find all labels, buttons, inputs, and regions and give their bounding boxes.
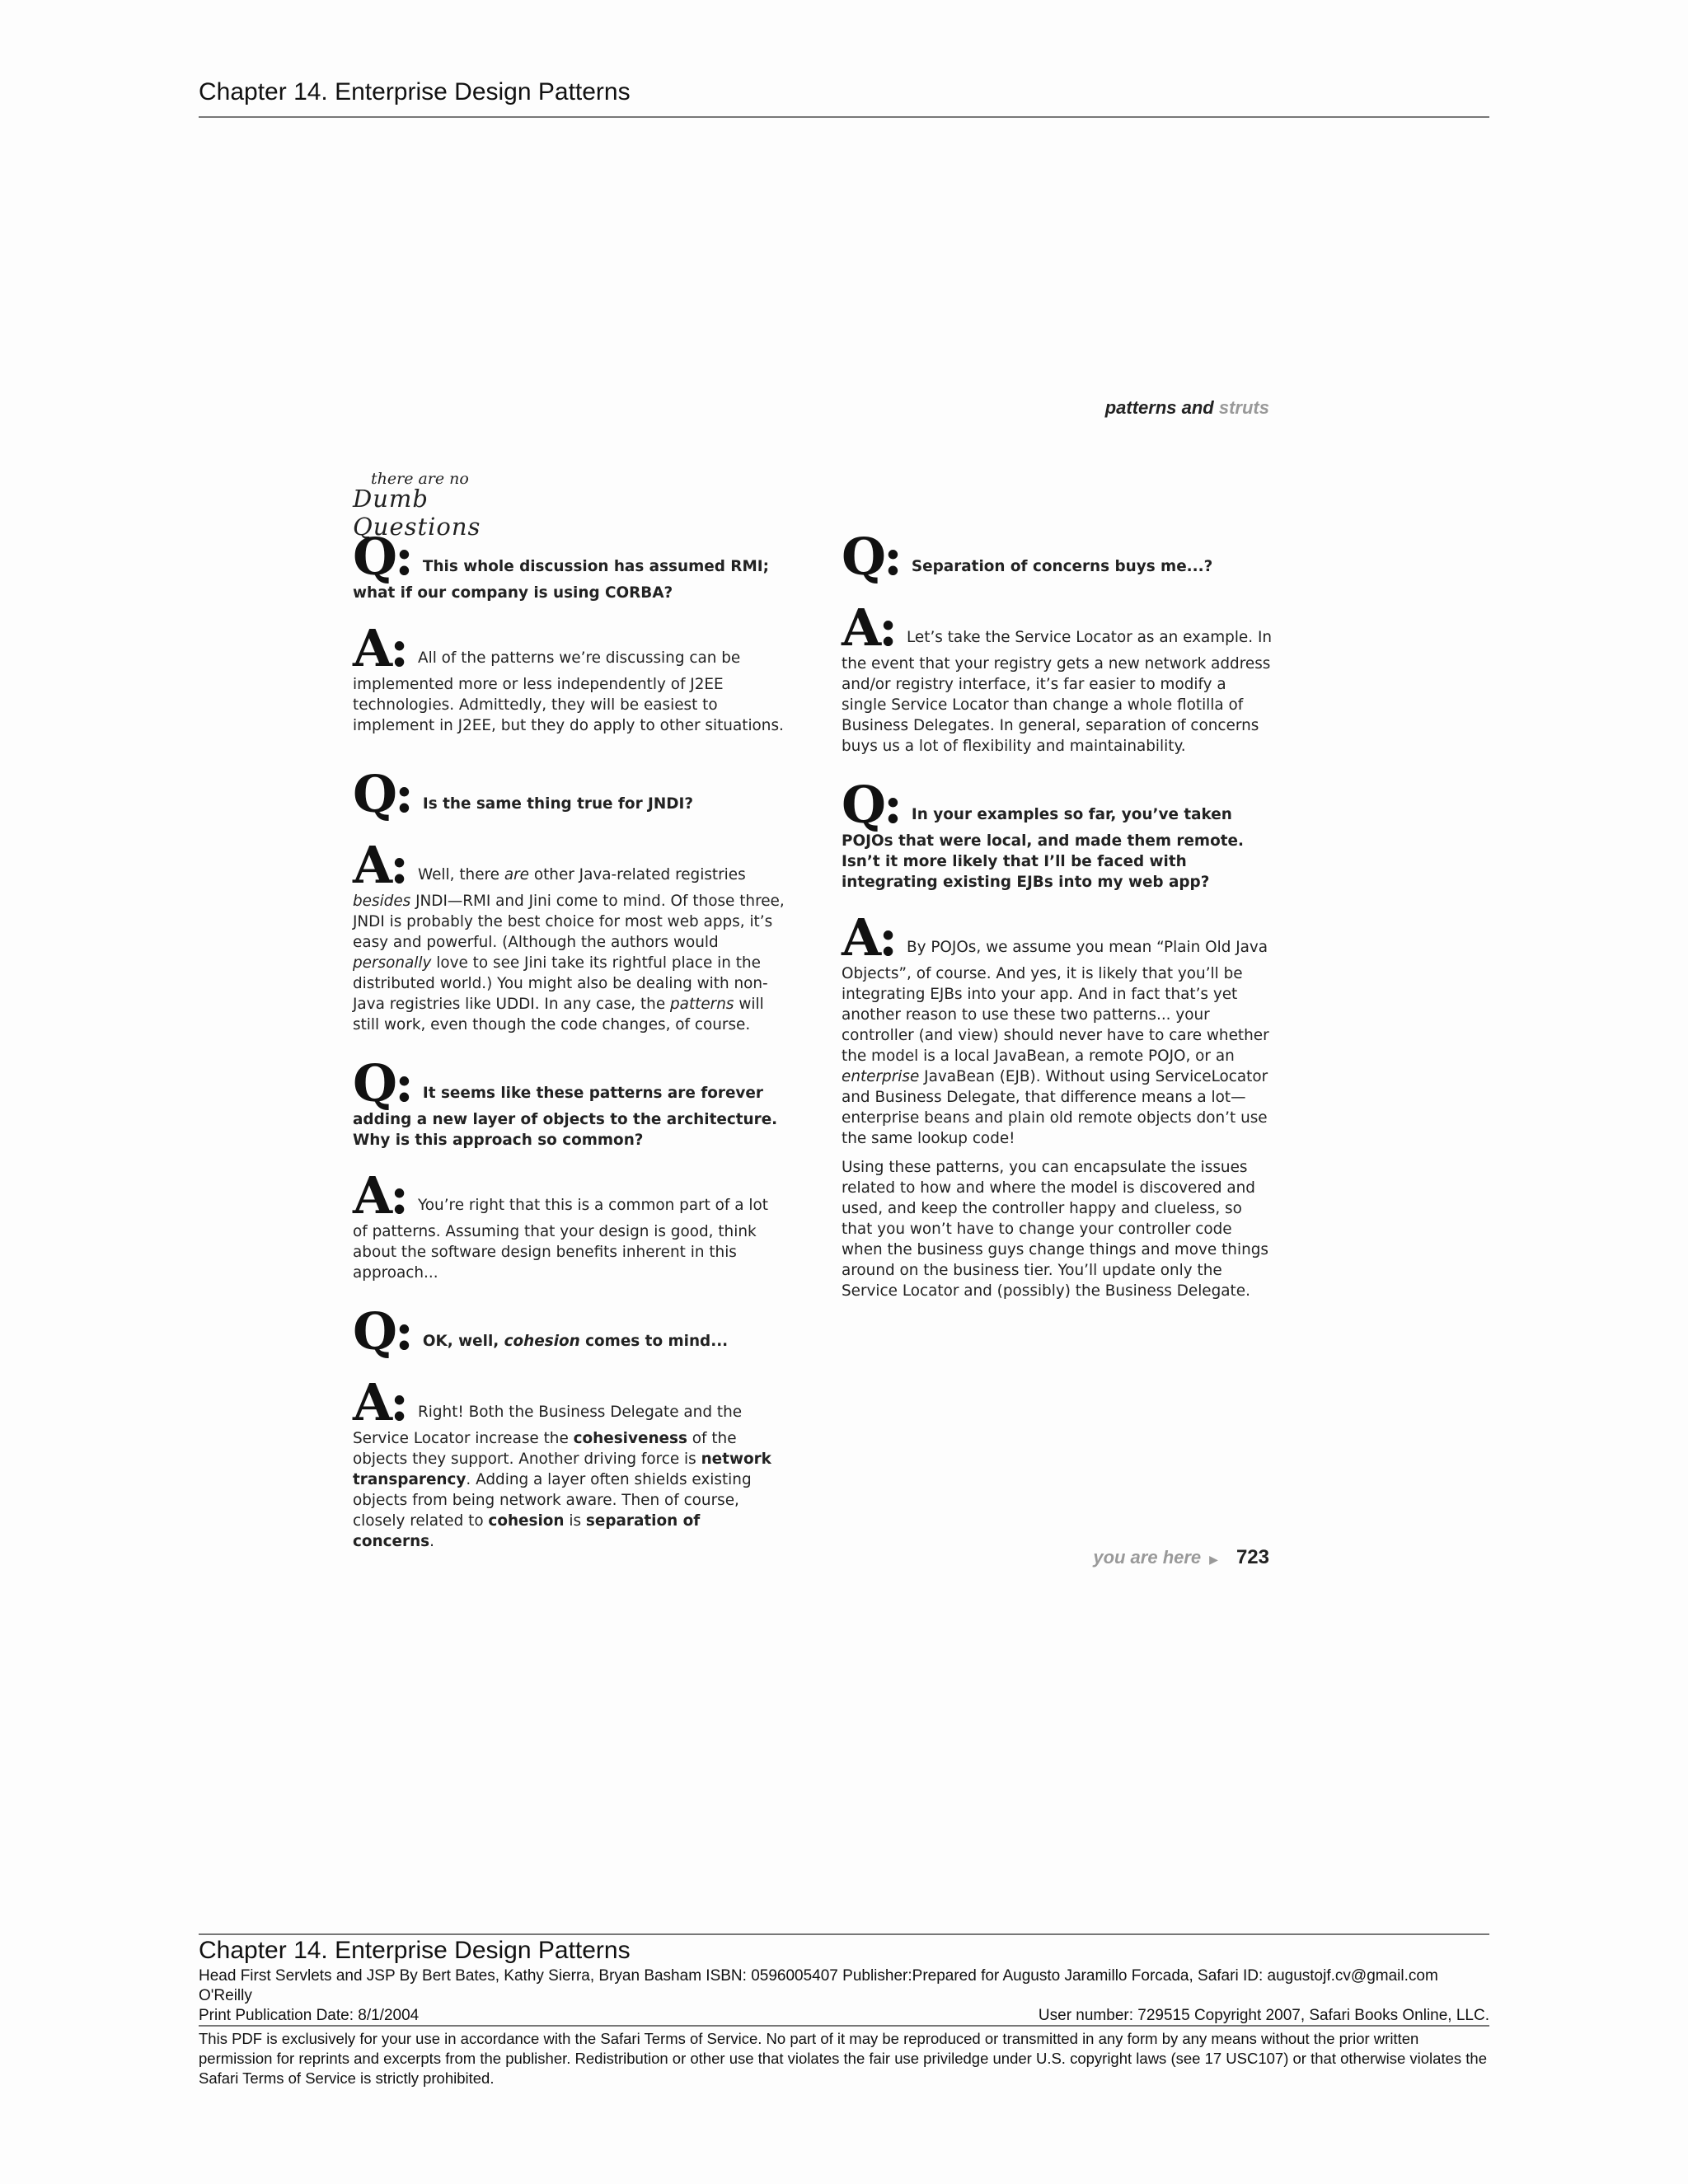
question-3 (353, 1053, 785, 1151)
a-glyph: A: (353, 1372, 406, 1432)
answer-2-text-part: Well, there (418, 866, 504, 883)
answer-2-emphasis: patterns (670, 996, 734, 1013)
q-glyph: Q: (353, 527, 411, 587)
answer-4-text-part: is (564, 1512, 586, 1530)
answer-5-text: Let’s take the Service Locator as an example. In the event that your registry gets a new network address and/or registry interface, it’s far easier to modify a single Service Locator than change a whole flotilla of Business Delegates. In general, separation of concerns buys us a lot of flexibility and maintainability. (842, 629, 1273, 755)
answer-4-text-part: Right! Both the Business Delegate and the Service Locator increase the (353, 1404, 743, 1447)
footer-book-line: Head First Servlets and JSP By Bert Bates, Kathy Sierra, Bryan Basham ISBN: 0596005407 Publisher:Prepared for Augusto Jaramillo Forcada, Safari ID: augustojf.cv@gmail.com (199, 1967, 1438, 1985)
question-5 (842, 527, 1274, 587)
answer-6-emphasis: enterprise (842, 1068, 920, 1085)
a-glyph: A: (353, 835, 406, 895)
answer-5 (842, 598, 1274, 757)
right-column (842, 527, 1274, 1301)
dumb-questions-logo (353, 470, 551, 541)
arrow-right-icon: ▶ (1209, 1553, 1218, 1566)
answer-2-emphasis: personally (353, 954, 432, 972)
answer-4-bold: cohesion (488, 1512, 565, 1530)
answer-1-text: All of the patterns we’re discussing can be implemented more or less independently of J2EE technologies. Admittedly, they will be easiest to implement in J2EE, but they do apply to other situations. (353, 649, 784, 734)
dumb-questions-logo-big: Dumb Questions (353, 485, 481, 541)
left-column (353, 527, 785, 1552)
you-are-here-label: you are here (1093, 1547, 1202, 1568)
chapter-title-header: Chapter 14. Enterprise Design Patterns (199, 78, 631, 105)
q-glyph: Q: (353, 1301, 411, 1361)
a-glyph: A: (842, 598, 895, 658)
footer-legal-text: This PDF is exclusively for your use in accordance with the Safari Terms of Service. No part of it may be reproduced or transmitted in any form by any means without the prior written permission for reprints and excerpts from the publisher. Redistribution or other use that violates the fair use priviledge under U.S. copyright laws (see 17 USC107) or that otherwise violates the Safari Terms of Service is strictly prohibited. (199, 2030, 1487, 2087)
answer-2-text-part: other Java-related registries (529, 866, 746, 883)
question-4-emphasis: cohesion (504, 1333, 580, 1350)
question-4-text-part: OK, well, (422, 1333, 504, 1350)
page-footer-nav (1071, 1546, 1269, 1569)
question-6 (842, 775, 1274, 893)
q-glyph: Q: (353, 1053, 411, 1113)
a-glyph: A: (842, 907, 895, 968)
answer-6 (842, 907, 1274, 1149)
footer-print-date: Print Publication Date: 8/1/2004 (199, 2007, 420, 2024)
question-4-text-part: comes to mind... (579, 1333, 729, 1350)
answer-6-text-part: JavaBean (EJB). Without using ServiceLocator and Business Delegate, that difference means a lot—enterprise beans and plain old remote objects don’t use the same lookup code! (842, 1068, 1268, 1147)
footer-rule (199, 1933, 1489, 1935)
answer-4-bold: separation of concerns (353, 1512, 701, 1550)
question-3-text: It seems like these patterns are forever adding a new layer of objects to the architecture. Why is this approach so common? (353, 1085, 778, 1149)
footer-user-line: User number: 729515 Copyright 2007, Safari Books Online, LLC. (1038, 2007, 1489, 2024)
answer-2-text-part: will still work, even though the code changes, of course. (353, 996, 764, 1033)
answer-4-text-part: of the objects they support. Another driving force is (353, 1430, 737, 1468)
running-head (1071, 397, 1269, 419)
page-number: 723 (1236, 1546, 1269, 1568)
question-2-text: Is the same thing true for JNDI? (422, 795, 694, 813)
running-head-part2: struts (1218, 397, 1269, 418)
answer-2-text-part: love to see Jini take its rightful place in the distributed world.) You might also be dealing with non-Java registries like UDDI. In any case, the (353, 954, 768, 1013)
answer-2 (353, 835, 785, 1035)
question-6-text: In your examples so far, you’ve taken POJOs that were local, and made them remote. Isn’t it more likely that I’ll be faced with integrating existing EJBs into my web app? (842, 806, 1244, 891)
answer-1 (353, 618, 785, 736)
question-1 (353, 527, 785, 603)
answer-6-text-part: By POJOs, we assume you mean “Plain Old Java Objects”, of course. And yes, it is likely that you’ll be integrating EJBs into your app. And in fact that’s yet another reason to use these two patterns... your controller (and view) should never have to care whether the model is a local JavaBean, a remote POJO, or an (842, 939, 1269, 1065)
header-rule (199, 116, 1489, 118)
running-head-part1: patterns and (1104, 397, 1214, 418)
question-5-text: Separation of concerns buys me...? (911, 558, 1213, 575)
answer-4-text-part: . (429, 1533, 434, 1550)
question-2 (353, 764, 785, 824)
answer-2-emphasis: are (504, 866, 529, 883)
answer-2-emphasis: besides (353, 893, 411, 910)
a-glyph: A: (353, 618, 406, 678)
a-glyph: A: (353, 1165, 406, 1226)
answer-4-bold: network transparency (353, 1451, 771, 1488)
question-4 (353, 1301, 785, 1361)
q-glyph: Q: (842, 775, 900, 835)
answer-4-bold: cohesiveness (573, 1430, 687, 1447)
q-glyph: Q: (842, 527, 900, 587)
dumb-questions-logo-small: there are no (371, 470, 469, 488)
footer-publisher: O'Reilly (199, 1987, 252, 2004)
answer-6-paragraph-2: Using these patterns, you can encapsulate the issues related to how and where the model is discovered and used, and keep the controller happy and clueless, so that you won’t have to change your controller code when the business guys change things and move things around on the business tier. You’ll update only the Service Locator and (possibly) the Business Delegate. (842, 1159, 1268, 1300)
answer-3 (353, 1165, 785, 1283)
answer-2-text-part: JNDI—RMI and Jini come to mind. Of those three, JNDI is probably the best choice for most web apps, it’s easy and powerful. (Although the authors would (353, 893, 785, 951)
answer-4 (353, 1372, 785, 1552)
answer-4-text-part: . Adding a layer often shields existing objects from being network aware. Then of course, closely related to (353, 1471, 752, 1530)
footer-rule-2 (199, 2025, 1489, 2027)
footer-dates-row (199, 2006, 1489, 2026)
q-glyph: Q: (353, 764, 411, 824)
footer-chapter-title: Chapter 14. Enterprise Design Patterns (199, 1937, 631, 1964)
question-1-text: This whole discussion has assumed RMI; what if our company is using CORBA? (353, 558, 769, 602)
answer-3-text: You’re right that this is a common part of a lot of patterns. Assuming that your design is good, think about the software design benefits inherent in this approach... (353, 1197, 768, 1282)
